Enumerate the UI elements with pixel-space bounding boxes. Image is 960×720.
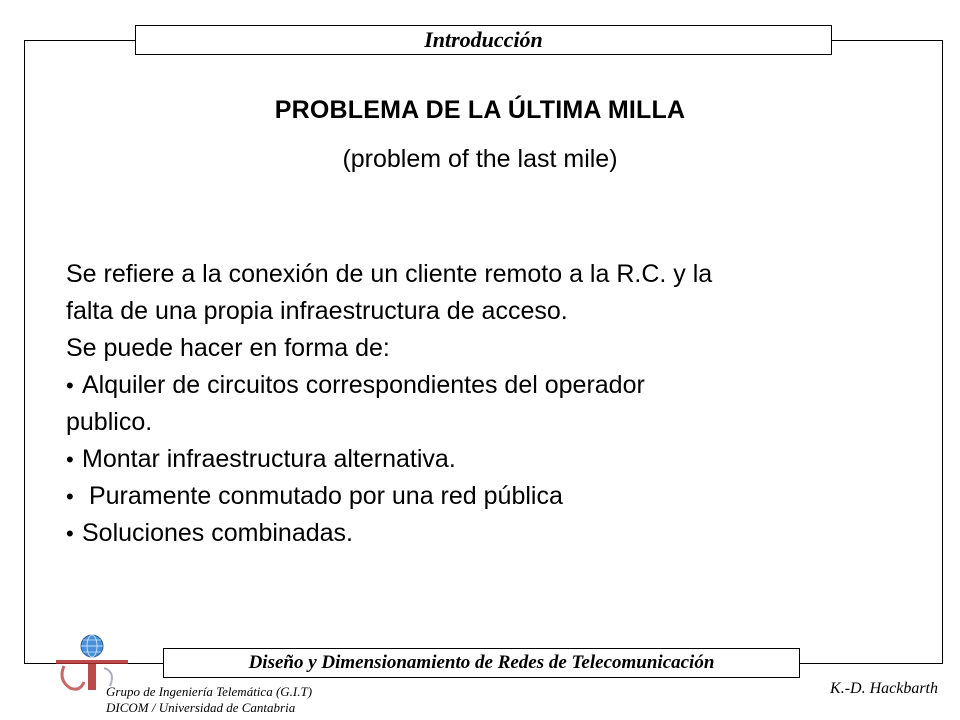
bullet-text: Montar infraestructura alternativa.	[82, 445, 456, 473]
section-header	[135, 25, 832, 55]
bullet-text: Soluciones combinadas.	[82, 519, 353, 547]
bullet-icon: •	[66, 521, 74, 546]
bullet-item	[66, 367, 916, 404]
body-line: Se puede hacer en forma de:	[66, 334, 390, 362]
organization-info	[106, 684, 312, 716]
slide-subtitle: (problem of the last mile)	[342, 145, 618, 173]
bullet-icon: •	[66, 484, 74, 509]
bullet-continuation: publico.	[66, 408, 153, 436]
footer-course-title: Diseño y Dimensionamiento de Redes de Telecomunicación	[248, 652, 715, 673]
bullet-icon: •	[66, 373, 74, 398]
slide-title: PROBLEMA DE LA ÚLTIMA MILLA	[274, 96, 686, 124]
section-title: Introducción	[424, 27, 543, 52]
bullet-item	[66, 478, 916, 515]
bullet-text: Puramente conmutado por una red pública	[82, 482, 563, 510]
bullet-item	[66, 515, 916, 552]
bullet-icon: •	[66, 447, 74, 472]
bullet-text: Alquiler de circuitos correspondientes del operador	[82, 371, 645, 399]
org-line: Grupo de Ingeniería Telemática (G.I.T)	[106, 684, 313, 699]
body-line: falta de una propia infraestructura de acceso.	[66, 297, 568, 325]
org-line: DICOM / Universidad de Cantabria	[106, 700, 296, 715]
body-line: Se refiere a la conexión de un cliente remoto a la R.C. y la	[66, 260, 713, 288]
author-name: K.-D. Hackbarth	[830, 680, 938, 697]
slide-body	[66, 256, 916, 552]
bullet-item	[66, 441, 916, 478]
footer-course-box	[163, 648, 800, 678]
